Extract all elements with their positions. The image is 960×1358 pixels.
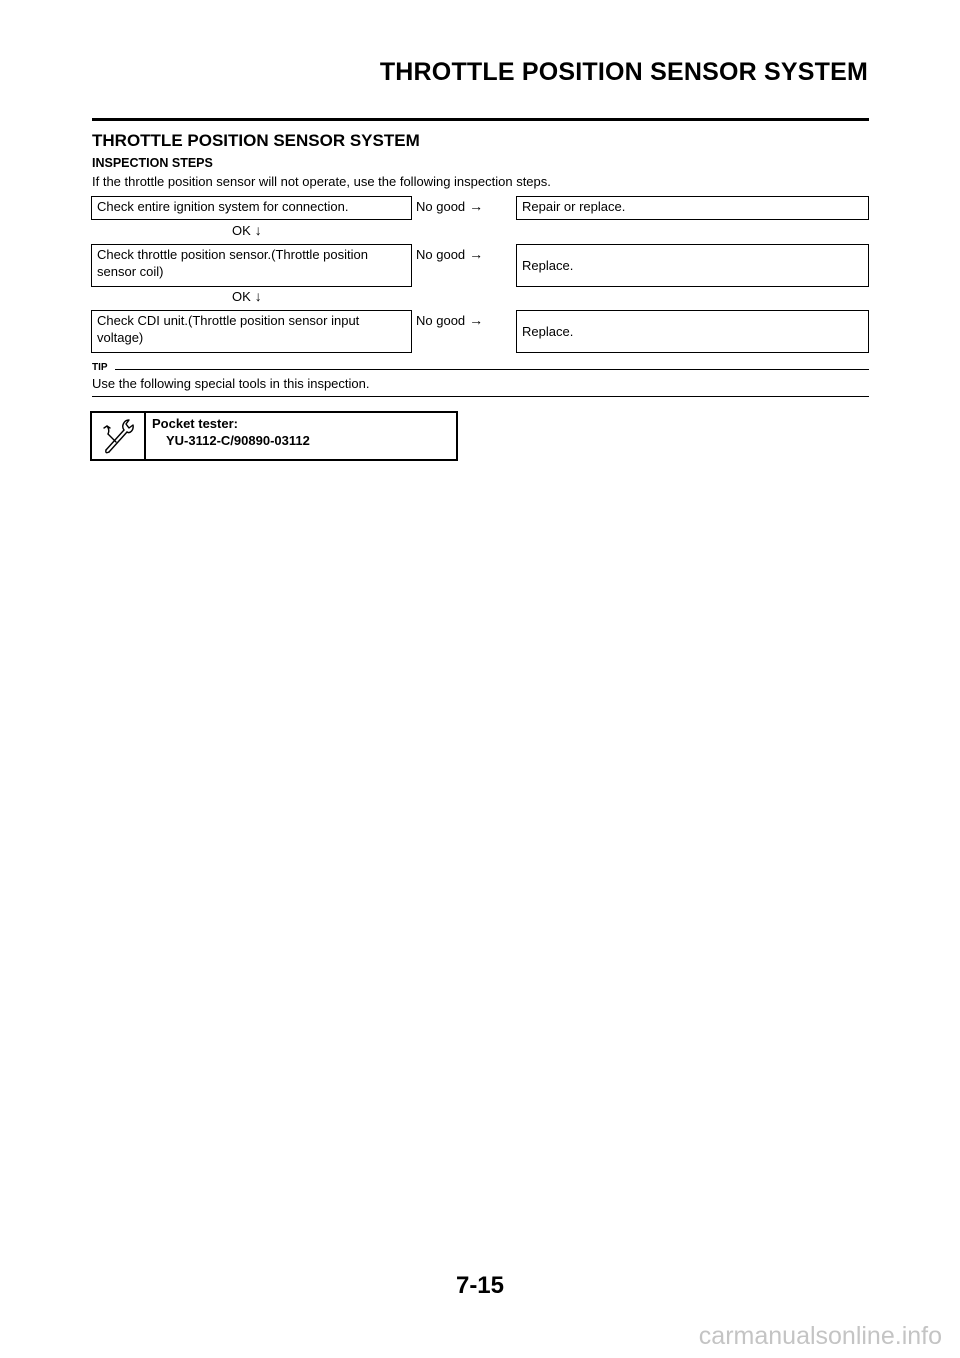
check-box-3 bbox=[91, 310, 412, 353]
action-text-1: Repair or replace. bbox=[522, 199, 626, 214]
intro-text: If the throttle position sensor will not operate, use the following inspection steps. bbox=[92, 174, 551, 189]
action-text-2: Replace. bbox=[522, 258, 574, 273]
check-box-1 bbox=[91, 196, 412, 220]
down-arrow-icon: ↓ bbox=[254, 288, 262, 304]
tool-name: Pocket tester: bbox=[152, 416, 238, 431]
right-arrow-icon: → bbox=[469, 198, 484, 214]
no-good-label-3 bbox=[416, 312, 483, 328]
tip-rule-bottom bbox=[92, 396, 869, 397]
no-good-text-2: No good bbox=[416, 247, 466, 262]
no-good-text-3: No good bbox=[416, 313, 466, 328]
tool-icon-cell bbox=[92, 413, 146, 459]
tip-label: TIP bbox=[92, 362, 108, 373]
special-tool-box bbox=[90, 411, 458, 461]
ok-label-1 bbox=[232, 222, 262, 238]
check-text-3: Check CDI unit.(Throttle position sensor input voltage) bbox=[97, 313, 360, 345]
header-rule bbox=[92, 118, 869, 121]
right-arrow-icon: → bbox=[469, 312, 484, 328]
ok-text-2: OK bbox=[232, 289, 251, 304]
no-good-text-1: No good bbox=[416, 199, 466, 214]
action-text-3: Replace. bbox=[522, 324, 574, 339]
action-box-3 bbox=[516, 310, 869, 353]
wrench-icon bbox=[93, 414, 143, 458]
inspection-steps-heading: INSPECTION STEPS bbox=[92, 156, 213, 170]
action-box-2 bbox=[516, 244, 869, 287]
tip-rule-top bbox=[115, 369, 869, 370]
watermark: carmanualsonline.info bbox=[698, 1322, 942, 1350]
check-box-2 bbox=[91, 244, 412, 287]
check-text-2: Check throttle position sensor.(Throttle position sensor coil) bbox=[97, 247, 368, 279]
tip-text: Use the following special tools in this inspection. bbox=[92, 376, 370, 391]
down-arrow-icon: ↓ bbox=[254, 222, 262, 238]
running-header: THROTTLE POSITION SENSOR SYSTEM bbox=[379, 58, 868, 86]
check-text-1: Check entire ignition system for connection. bbox=[97, 199, 349, 214]
no-good-label-2 bbox=[416, 246, 483, 262]
page-number: 7-15 bbox=[455, 1272, 505, 1299]
ok-text-1: OK bbox=[232, 223, 251, 238]
section-title: THROTTLE POSITION SENSOR SYSTEM bbox=[92, 131, 420, 150]
action-box-1 bbox=[516, 196, 869, 220]
tool-part-number: YU-3112-C/90890-03112 bbox=[166, 433, 310, 448]
no-good-label-1 bbox=[416, 198, 483, 214]
right-arrow-icon: → bbox=[469, 246, 484, 262]
ok-label-2 bbox=[232, 288, 262, 304]
